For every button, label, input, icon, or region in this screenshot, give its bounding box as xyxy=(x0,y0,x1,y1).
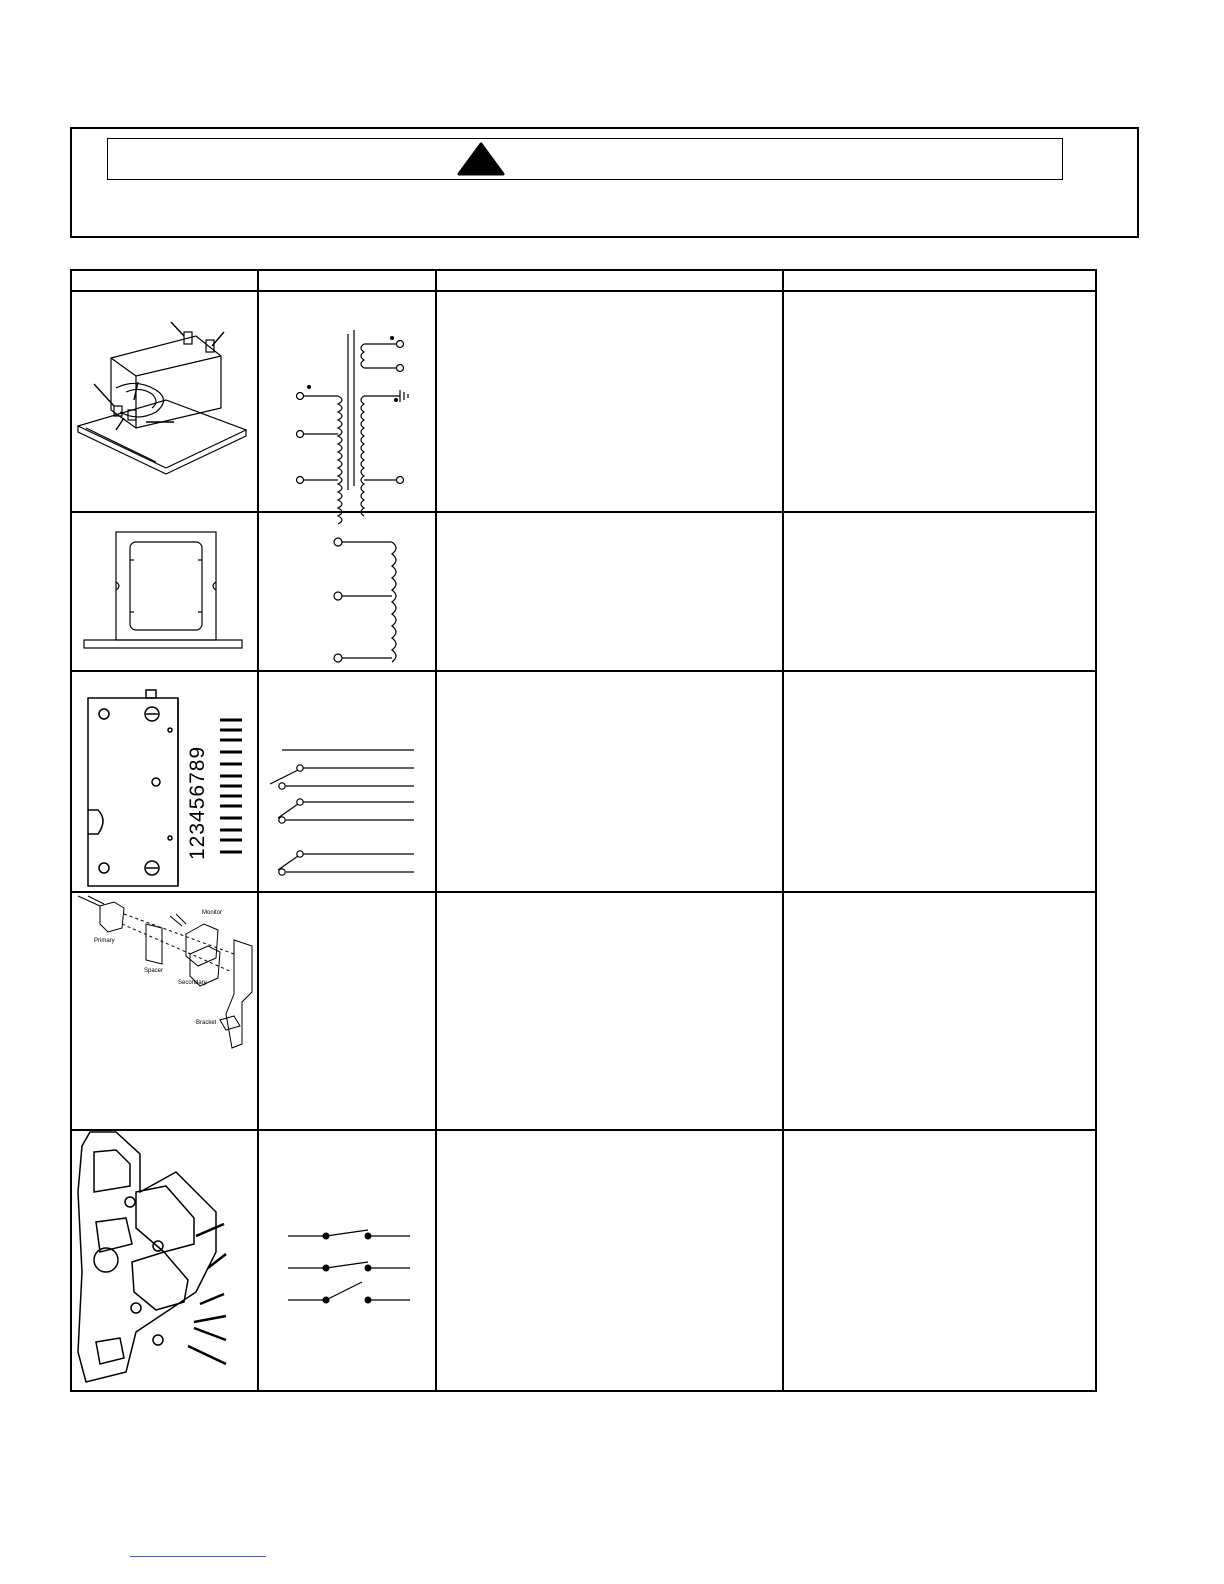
column-divider xyxy=(257,269,259,1392)
three-switch-schematic xyxy=(286,1220,412,1306)
row-divider xyxy=(70,670,1097,672)
pin-number: 4 xyxy=(186,809,209,822)
part-label-monitor: Monitor xyxy=(202,910,223,916)
column-divider xyxy=(782,269,784,1392)
row-divider xyxy=(70,511,1097,513)
relay-pin-numbers xyxy=(186,710,226,870)
row-divider xyxy=(70,1129,1097,1131)
row-divider xyxy=(70,891,1097,893)
footer-link-underline[interactable] xyxy=(130,1556,266,1557)
part-label-bracket: Bracket xyxy=(196,1020,217,1026)
pin-number: 1 xyxy=(186,847,209,860)
part-label-secondary: Secondary xyxy=(178,980,207,986)
interlock-switch-exploded-drawing xyxy=(74,894,258,1094)
pin-number: 6 xyxy=(186,783,209,797)
transformer-drawing xyxy=(76,318,254,473)
pin-number: 7 xyxy=(186,771,209,784)
pin-number: 8 xyxy=(186,758,209,772)
pin-number: 3 xyxy=(186,821,209,835)
pin-number: 2 xyxy=(186,834,209,848)
warning-triangle-icon xyxy=(457,142,505,176)
part-label-spacer: Spacer xyxy=(144,968,164,974)
pin-number: 9 xyxy=(186,745,209,759)
pin-number: 5 xyxy=(186,796,209,810)
choke-coil-schematic xyxy=(330,536,410,666)
door-latch-assembly-drawing xyxy=(76,1132,254,1384)
column-divider xyxy=(435,269,437,1392)
warning-header xyxy=(107,138,1063,180)
transformer-schematic xyxy=(296,330,416,492)
part-label-primary: Primary xyxy=(94,938,115,944)
choke-coil-drawing xyxy=(82,530,242,652)
header-row-divider xyxy=(70,290,1097,292)
relay-switch-schematic xyxy=(268,746,418,876)
